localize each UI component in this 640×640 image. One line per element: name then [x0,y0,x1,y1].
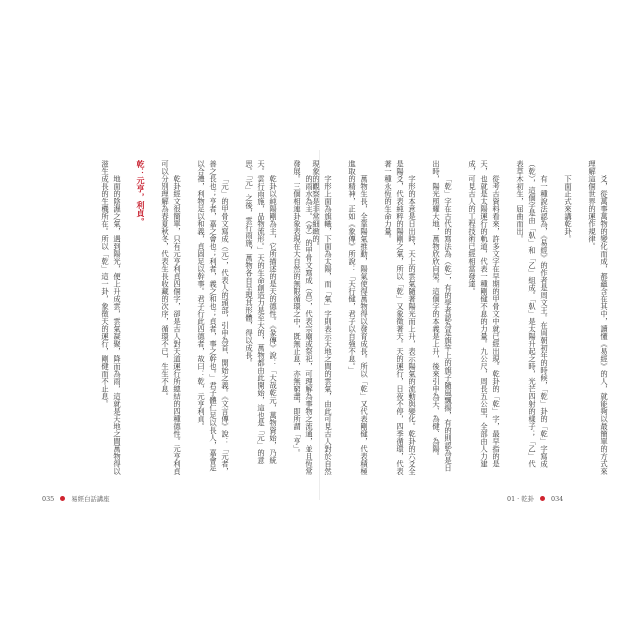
right-footer [507,494,563,503]
right-text-block [312,160,610,475]
right-page [312,160,610,480]
footer-dot-icon [60,496,65,501]
paragraph: 的雨水為主。（亨）的甲骨文寫成（亯），代表宗廟或祭祀，可理解為事物之流通，並且恆常發展。三個相連卦象表現在大自然的無限循環之中，既無止息，亦無窮盡，即所謂「亨」。 [293,160,314,475]
paragraph: 從考古資料看來，許多文字在早期的甲骨文中就已經出現。乾卦的「乾」字，最早指的是天，也就是太陽運行的軌道，代表一種剛健不息的力量。九公尺，周長五公里，全部由人力建成，可見古人的工程技術已經相當發達。 [468,160,501,468]
paragraph: 字形上面為旗幟，下面為太陽，而「氣」字則表示天地之間的雲氣，由此可見古人對於自然現象的觀察是非常細緻的。 [312,160,333,475]
section-heading: 乾：元亨，利貞。 [136,160,146,226]
left-page-number: 035 [42,494,55,503]
paragraph: 乾卦以純陽剛為主，它所描述的是天的德性。《彖傳》說：「大哉乾元，萬物資始，乃統天。雲行雨施，品物流形。」天的生命創造力是至大的，萬物都由此開始，這也是「元」的意思。「元」之後，雲行雨施，萬物各自呈現其形體，得以成長。 [245,160,278,464]
paragraph: 地面的陰濕之氣，遇到陽光，便上升成雲，雲氣凝聚，降而為雨，這就是天地之間萬物得以滋生成長的生機所在。所以「乾」這一卦，象徵天的運行，剛健而不止息。 [101,160,122,475]
paragraph: 字形的本意是日出時，天上的雲氣隨著陽光而上升，表示陽氣的流動與變化。乾卦的六爻全是陽爻，代表純粹的陽剛之氣，所以「乾」又象徵著天。天的運行，日夜不停，四季循環，代表著一種永恆的生命力量。 [384,160,417,475]
right-running-title: 01 · 乾卦 [507,495,535,503]
left-text-block [30,160,315,475]
paragraph: 乾卦經文很簡單，只有元亨利貞四個字，卻是古人對天道運行所總結的四種德性。元亨利貞可以分別理解為春夏秋冬，代表生長收藏的次序，循環不已，生生不息。 [161,160,182,475]
paragraph: 有一種說法認為，《易經》的作者是周文王。在周朝初年的時候，「乾」卦的「乾」字寫成（乾），這個字是由「倝」和「乙」組成。「倝」是太陽升起之時，光芒四射的樣子；「乙」代表草木初生，屈曲而出。 [516,160,549,468]
paragraph: 「乾」字在古代的寫法為（乾），有的學者認為是旗竿上的旗子隨風飄揚，有的則認為是日出時，陽光照耀大地，萬物欣欣向榮。這個字的本義是上升，後來引申為天、為健、為陽。 [432,160,453,471]
paragraph: 下面正式來講乾卦。 [564,174,573,243]
footer-dot-icon [540,496,545,501]
right-page-number: 034 [551,494,564,503]
paragraph: 爻，從萬事萬物的變化而成，都蘊含在其中，讀懂《易經》的人，就能夠以最簡單的方式來理解這個世界的運作規律。 [588,160,609,475]
paragraph: 萬物生長，全靠陽氣推動，陽氣使得萬物得以發育成長。所以「乾」又代表剛健，代表積極進取的精神，正如《象傳》所說：「天行健，君子以自強不息。」 [348,160,369,475]
left-footer [42,494,110,503]
paragraph: 「元」的甲骨文寫成（元），代表人的頭部，引申為首、開始之義。《文言傳》說：「元者，善之長也；亨者，嘉之會也；利者，義之和也；貞者，事之幹也。」君子體仁足以長人，嘉會足以合禮，利物足以和義，貞固足以幹事。君子行此四德者，故曰：乾，元亨利貞。 [197,160,230,475]
left-running-title: 易經白話講座 [71,495,110,503]
left-page [30,160,315,480]
